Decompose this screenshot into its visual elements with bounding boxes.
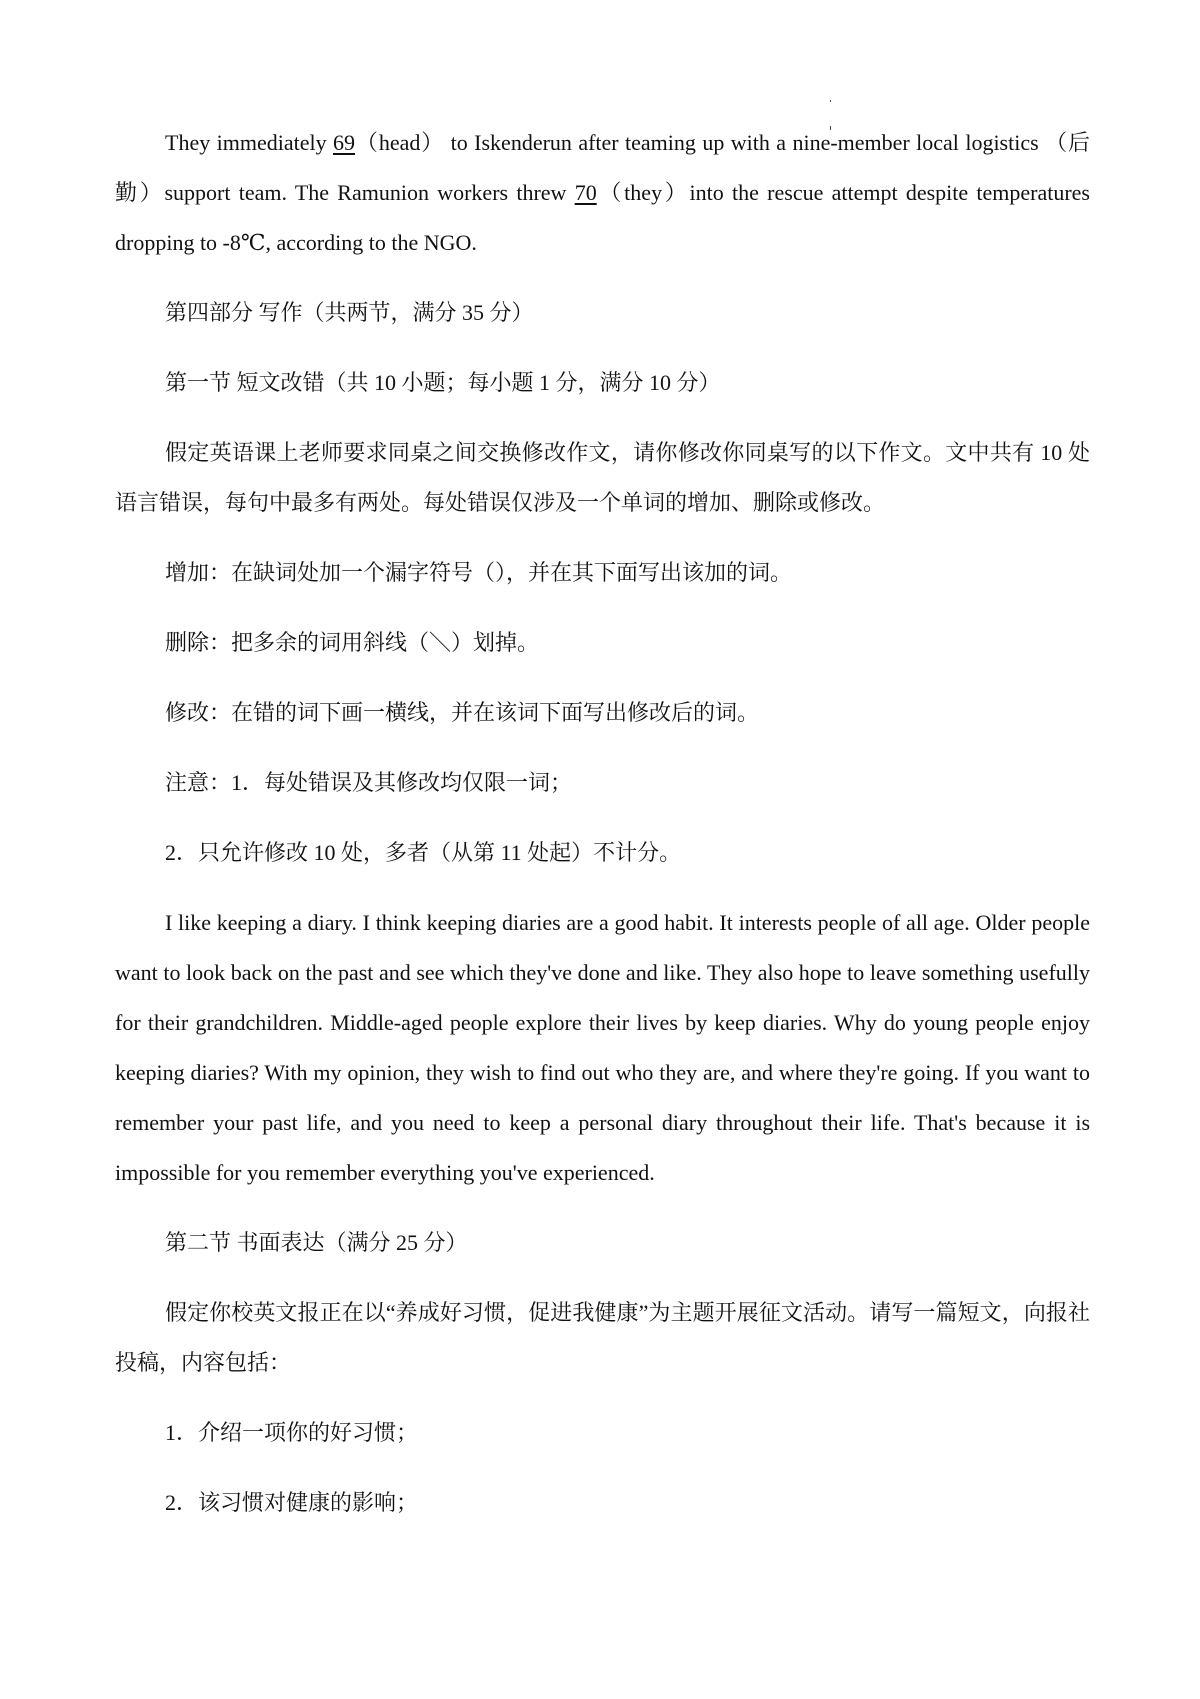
part4-heading: 第四部分 写作（共两节，满分 35 分）: [165, 300, 534, 325]
section2-heading: 第二节 书面表达（满分 25 分）: [165, 1230, 468, 1255]
note-1: 注意：1．每处错误及其修改均仅限一词；: [165, 770, 573, 795]
writing-prompt: 假定你校英文报正在以“养成好习惯，促进我健康”为主题开展征文活动。请写一篇短文，向报社投稿，内容包括：: [115, 1300, 1090, 1375]
writing-item-2: 2．该习惯对健康的影响；: [165, 1490, 419, 1515]
error-correction-passage: I like keeping a diary. I think keeping diaries are a good habit. It interests people of all age. Older people want to look back on the past and see which they've done and like. They also hope to leave something usefully for their grandchildren. Middle-aged people explore their lives by keep diaries. Why do young people enjoy keeping diaries? With my opinion, they wish to find out who they are, and where they're going. If you want to remember your past life, and you need to keep a personal diary throughout their life. That's because it is impossible for you remember everything you've experienced.: [115, 910, 1090, 1185]
passage-text-1: They immediately: [165, 130, 334, 155]
instruction-modify: 修改：在错的词下画一横线，并在该词下面写出修改后的词。: [165, 700, 760, 725]
scan-mark-top: [830, 100, 831, 102]
instruction-add: 增加：在缺词处加一个漏字符号（），并在其下面写出该加的词。: [165, 560, 793, 585]
instruction-delete: 删除：把多余的词用斜线（＼）划掉。: [165, 630, 540, 655]
blank-70: 70: [574, 180, 597, 205]
section1-instruction: 假定英语课上老师要求同桌之间交换修改作文，请你修改你同桌写的以下作文。文中共有 10 处语言错误，每句中最多有两处。每处错误仅涉及一个单词的增加、删除或修改。: [115, 440, 1090, 515]
section1-heading: 第一节 短文改错（共 10 小题；每小题 1 分，满分 10 分）: [165, 370, 721, 395]
note-2: 2．只允许修改 10 处，多者（从第 11 处起）不计分。: [165, 840, 682, 865]
passage-text-2: （head） to Iskenderun after teaming up with a nine-member local logistics （后勤）support team. The Ramunion workers threw: [115, 130, 1091, 205]
passage-text-3: （they）into the rescue attempt despite temperatures dropping to -8℃, according to the NGO.: [115, 180, 1090, 255]
writing-item-1: 1．介绍一项你的好习惯；: [165, 1420, 419, 1445]
blank-69: 69: [333, 130, 356, 155]
exam-page: [115, 118, 1090, 1528]
reading-passage-end: [115, 118, 1090, 268]
